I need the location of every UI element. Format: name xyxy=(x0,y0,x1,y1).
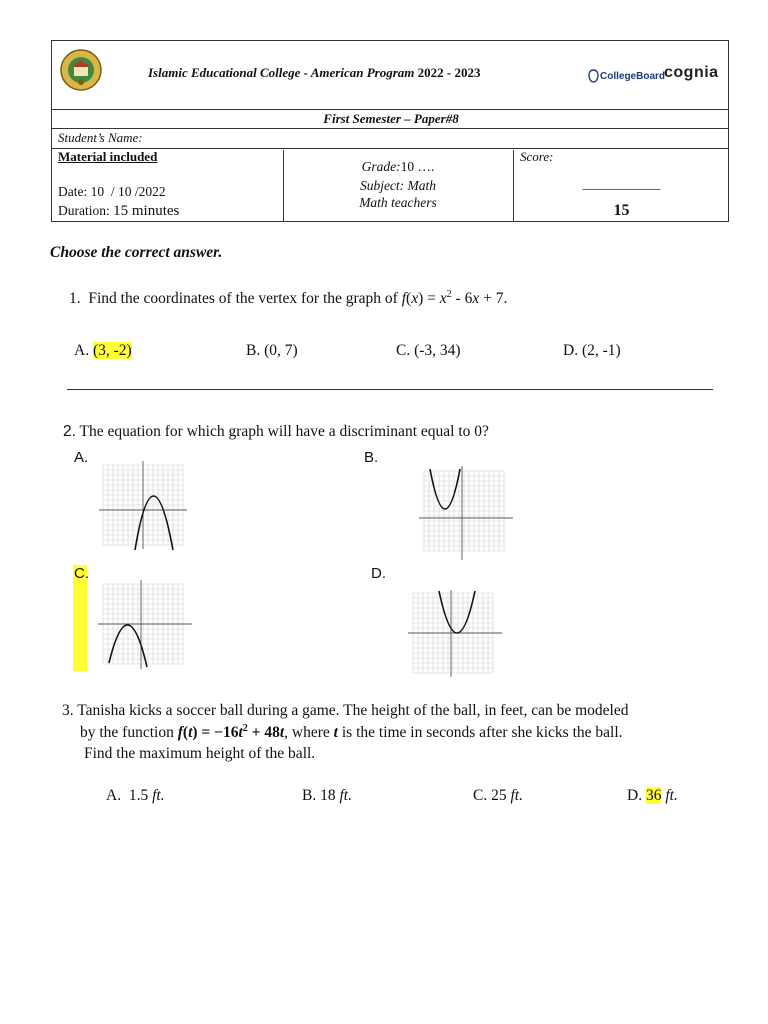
q2-label-c[interactable]: C. xyxy=(74,565,89,582)
score-label: Score: xyxy=(520,149,554,164)
question-3-line-2: by the function $f(t) = -16t^2 + 48t$, where t is the time in seconds after she kicks the ball. xyxy=(80,723,623,742)
q3-option-d-answer: 36 xyxy=(645,787,662,804)
exam-duration: Duration: 15 minutes xyxy=(58,203,180,219)
q2-label-d[interactable]: D. xyxy=(371,565,386,582)
graph-a-curve xyxy=(135,496,173,550)
teachers: Math teachers xyxy=(359,195,437,210)
q1-option-a-answer: (3, -2) xyxy=(92,342,132,359)
question-1: 1. Find the coordinates of the vertex for the graph of $f(x) = x^2 - 6x + 7$. xyxy=(69,289,508,308)
divider xyxy=(67,389,713,390)
q3-function: $f(t) = -16t^2 + 48t$ xyxy=(177,723,285,742)
graph-d[interactable] xyxy=(405,587,505,679)
q3-option-d[interactable]: D. 36 ft. xyxy=(627,787,678,804)
question-2: 2. The equation for which graph will have a discriminant equal to 0? xyxy=(63,423,489,440)
material-included-label: Material included xyxy=(58,149,158,164)
duration-value: 15 minutes xyxy=(113,203,180,219)
q1-option-a[interactable]: A. (3, -2) xyxy=(74,342,132,359)
graph-b-curve xyxy=(430,469,460,509)
question-3-line-1: 3. Tanisha kicks a soccer ball during a game. The height of the ball, in feet, can be modeled xyxy=(62,702,629,719)
q3-option-a[interactable]: A. 1.5 ft. xyxy=(106,787,165,804)
q2-label-a[interactable]: A. xyxy=(74,449,89,466)
score-blank: ____________ xyxy=(582,176,661,191)
score-total: 15 xyxy=(613,202,630,219)
q1-option-b[interactable]: B. (0, 7) xyxy=(246,342,298,359)
exam-date: Date: 10 / 10 /2022 xyxy=(58,184,166,199)
q1-option-d[interactable]: D. (2, -1) xyxy=(563,342,621,359)
q3-option-b[interactable]: B. 18 ft. xyxy=(302,787,352,804)
graph-b[interactable] xyxy=(416,463,516,563)
q3-option-c[interactable]: C. 25 ft. xyxy=(473,787,523,804)
student-name-label: Student’s Name: xyxy=(58,130,143,145)
school-title: Islamic Educational College - American Program 2022 - 2023 xyxy=(148,65,481,80)
header-table xyxy=(51,40,729,222)
q1-option-c[interactable]: C. (-3, 34) xyxy=(396,342,461,359)
school-logo xyxy=(60,49,102,91)
collegeboard-logo: CollegeBoard xyxy=(588,68,665,84)
instructions: Choose the correct answer. xyxy=(50,244,223,261)
graph-c[interactable] xyxy=(95,577,195,672)
graph-d-curve xyxy=(439,591,475,633)
q2-label-b[interactable]: B. xyxy=(364,449,379,466)
acorn-icon xyxy=(588,69,599,83)
grade: Grade:10 …. xyxy=(361,159,435,174)
subject: Subject: Math xyxy=(359,178,437,193)
graph-a[interactable] xyxy=(96,458,191,553)
semester-paper: First Semester – Paper#8 xyxy=(323,111,459,126)
academic-year: 2022 - 2023 xyxy=(417,65,481,80)
graph-b-grid xyxy=(424,471,504,551)
cognia-logo: cognia xyxy=(664,64,719,81)
question-3-line-3: Find the maximum height of the ball. xyxy=(84,745,316,762)
